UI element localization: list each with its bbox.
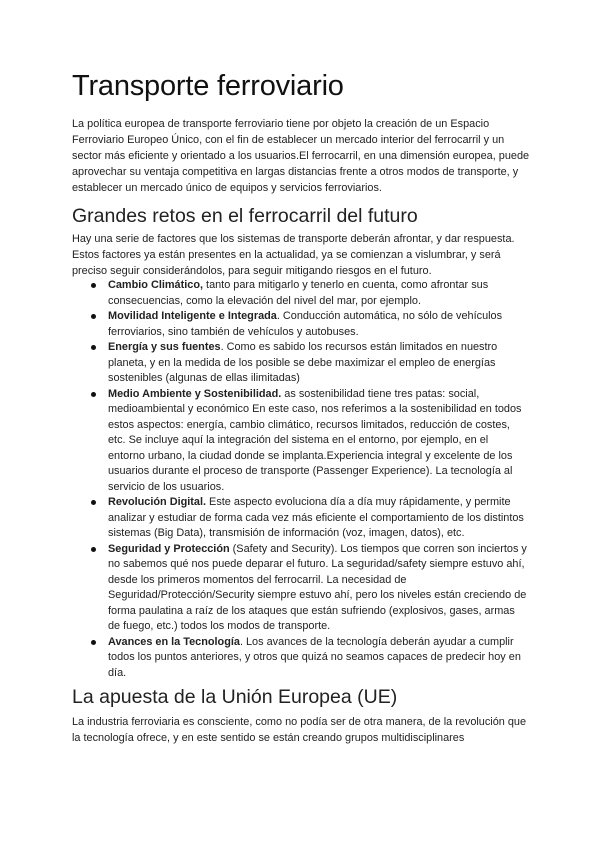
section-heading-ue: La apuesta de la Unión Europea (UE): [72, 686, 398, 708]
section-heading-retos: Grandes retos en el ferrocarril del futuro: [72, 205, 418, 227]
list-item: [90, 278, 528, 309]
page-title: Transporte ferroviario: [72, 70, 344, 102]
list-item: [90, 635, 528, 682]
bullet-icon: [91, 283, 96, 288]
list-item-term: Energía y sus fuentes: [108, 341, 221, 353]
list-item-text: . Conducción automática, no sólo de vehículos ferroviarios, sino también de vehículos y autobuses.: [108, 310, 503, 338]
list-item-term: Cambio Climático,: [108, 279, 204, 291]
challenges-list: [90, 278, 528, 681]
list-item-text: tanto para mitigarlo y tenerlo en cuenta, como afrontar sus consecuencias, como la elevación del nivel del mar, por ejemplo.: [108, 279, 489, 307]
list-item-term: Seguridad y Protección: [108, 542, 230, 555]
list-item-text: (Safety and Security). Los tiempos que corren son inciertos y no sabemos qué nos puede deparar el futuro. La seguridad/safety siempre estuvo ahí, desde los primeros momentos del ferrocarril. La necesidad de Seguridad/Protección/Security siempre estuvo ahí, pero los niveles están creciendo de forma paulatina a raíz de los ataques que están sufriendo (explosivos, gases, armas de fuego, etc.) todos los modos de transporte.: [108, 542, 527, 632]
bullet-icon: [91, 345, 96, 350]
list-item-term: Movilidad Inteligente e Integrada: [108, 310, 277, 322]
list-item-term: Medio Ambiente y Sostenibilidad.: [108, 387, 282, 400]
bullet-icon: [91, 392, 96, 397]
bullet-icon: [91, 500, 96, 505]
intro-paragraph: La política europea de transporte ferroviario tiene por objeto la creación de un Espacio Ferroviario Europeo Único, con el fin de establecer un mercado interior del ferrocarril y un sector más eficiente y orientado a los usuarios.El ferrocarril, en una dimensión europea, puede aprovechar su ventaja competitiva en largas distancias frente a otros modos de transporte, y establecer un mercado único de equipos y servicios ferroviarios.: [72, 118, 530, 194]
bullet-icon: [91, 640, 96, 645]
list-item: [90, 309, 528, 340]
bullet-icon: [91, 547, 96, 552]
list-item-term: Avances en la Tecnología: [108, 635, 240, 648]
list-item: [90, 495, 528, 542]
list-item-text: as sostenibilidad tiene tres patas: social, medioambiental y económico En este caso, nos referimos a la sostenibilidad en todos estos aspectos: energía, cambio climático, recursos limitados, reducción de costes, etc. Se incluye aquí la integración del sistema en el entorno, por ejemplo, en el entorno urbano, la ciudad donde se implanta.Experiencia integral y excelente de los usuarios durante el proceso de transporte (Passenger Experience). La tecnología al servicio de los usuarios.: [108, 387, 522, 493]
list-item-text: . Como es sabido los recursos están limitados en nuestro planeta, y en la medida de los posible se debe maximizar el empleo de energías sostenibles (algunas de ellas ilimitadas): [108, 341, 498, 384]
list-item-text: Este aspecto evoluciona día a día muy rápidamente, y permite analizar y estudiar de forma cada vez más eficiente el comportamiento de los distintos sistemas (Big Data), transmisión de información (voz, imagen, datos), etc.: [108, 496, 524, 539]
list-item-text: . Los avances de la tecnología deberán ayudar a cumplir todos los puntos anteriores, y otros que quizá no seamos capaces de predecir hoy en día.: [108, 635, 521, 679]
bullet-icon: [91, 314, 96, 319]
list-item: [90, 340, 528, 387]
section-intro-retos: Hay una serie de factores que los sistemas de transporte deberán afrontar, y dar respuesta. Estos factores ya están presentes en la actualidad, ya se comienzan a vislumbrar, y será preciso seguir considerándolos, para seguir mitigando riesgos en el futuro.: [72, 233, 515, 277]
section-intro-ue: La industria ferroviaria es consciente, como no podía ser de otra manera, de la revolución que la tecnología ofrece, y en este sentido se están creando grupos multidisciplinares: [72, 716, 527, 744]
list-item: [90, 542, 528, 635]
list-item-term: Revolución Digital.: [108, 496, 207, 508]
list-item: [90, 387, 528, 496]
